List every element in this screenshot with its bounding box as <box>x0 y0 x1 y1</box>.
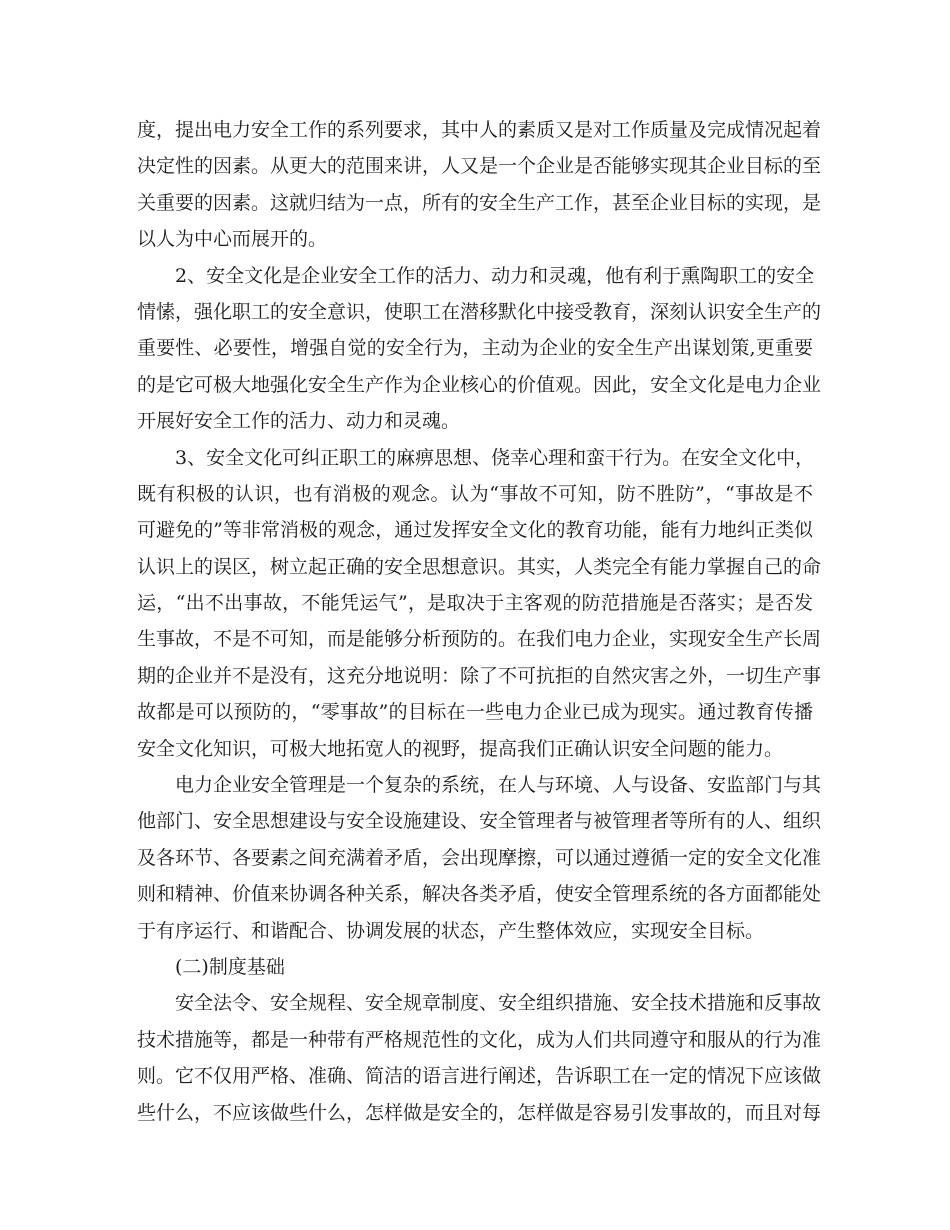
text-line: 运，“出不出事故，不能凭运气”，是取决于主客观的防范措施是否落实；是否发 <box>137 592 813 615</box>
text-line: 2、安全文化是企业安全工作的活力、动力和灵魂，他有利于熏陶职工的安全 <box>175 264 815 287</box>
text-line: 既有积极的认识，也有消极的观念。认为“事故不可知，防不胜防”，“事故是不 <box>137 482 813 505</box>
text-line: 于有序运行、和谐配合、协调发展的状态，产生整体效应，实现安全目标。 <box>137 919 765 942</box>
text-line: 安全法令、安全规程、安全规章制度、安全组织措施、安全技术措施和反事故 <box>175 992 822 1015</box>
body-text <box>137 112 822 1131</box>
text-line: 度，提出电力安全工作的系列要求，其中人的素质又是对工作质量及完成情况起着 <box>137 119 822 141</box>
text-line: 情愫，强化职工的安全意识，使职工在潜移默化中接受教育，深刻认识安全生产的 <box>137 300 822 323</box>
text-line: 的是它可极大地强化安全生产作为企业核心的价值观。因此，安全文化是电力企业 <box>137 373 822 396</box>
text-line: 则和精神、价值来协调各种关系，解决各类矛盾，使安全管理系统的各方面都能处 <box>137 883 822 906</box>
text-line: 3、安全文化可纠正职工的麻痹思想、侥幸心理和蛮干行为。在安全文化中， <box>175 446 815 469</box>
text-line: 关重要的因素。这就归结为一点，所有的安全生产工作，甚至企业目标的实现，是 <box>137 191 822 214</box>
text-line: 故都是可以预防的，“零事故”的目标在一些电力企业已成为现实。通过教育传播 <box>137 701 813 724</box>
text-line: 可避免的”等非常消极的观念，通过发挥安全文化的教育功能，能有力地纠正类似 <box>137 519 813 542</box>
text-line: 及各环节、各要素之间充满着矛盾，会出现摩擦，可以通过遵循一定的安全文化准 <box>137 846 822 869</box>
text-line: 些什么，不应该做些什么，怎样做是安全的，怎样做是容易引发事故的，而且对每 <box>137 1101 822 1124</box>
text-line: (二)制度基础 <box>175 955 285 978</box>
text-line: 开展好安全工作的活力、动力和灵魂。 <box>137 410 461 433</box>
text-line: 重要性、必要性，增强自觉的安全行为，主动为企业的安全生产出谋划策,更重要 <box>137 337 813 360</box>
text-line: 决定性的因素。从更大的范围来讲，人又是一个企业是否能够实现其企业目标的至 <box>137 155 822 178</box>
text-line: 以人为中心而展开的。 <box>137 228 328 251</box>
text-line: 他部门、安全思想建设与安全设施建设、安全管理者与被管理者等所有的人、组织 <box>137 810 822 833</box>
text-line: 技术措施等，都是一种带有严格规范性的文化，成为人们共同遵守和服从的行为准 <box>137 1028 822 1051</box>
text-line: 安全文化知识，可极大地拓宽人的视野，提高我们正确认识安全问题的能力。 <box>137 737 784 760</box>
text-line: 则。它不仅用严格、准确、简洁的语言进行阐述，告诉职工在一定的情况下应该做 <box>137 1065 822 1088</box>
text-line: 电力企业安全管理是一个复杂的系统，在人与环境、人与设备、安监部门与其 <box>175 774 822 797</box>
text-line: 生事故，不是不可知，而是能够分析预防的。在我们电力企业，实现安全生产长周 <box>137 628 822 651</box>
text-line: 期的企业并不是没有，这充分地说明：除了不可抗拒的自然灾害之外，一切生产事 <box>137 664 822 687</box>
text-line: 认识上的误区，树立起正确的安全思想意识。其实，人类完全有能力掌握自己的命 <box>137 555 822 578</box>
